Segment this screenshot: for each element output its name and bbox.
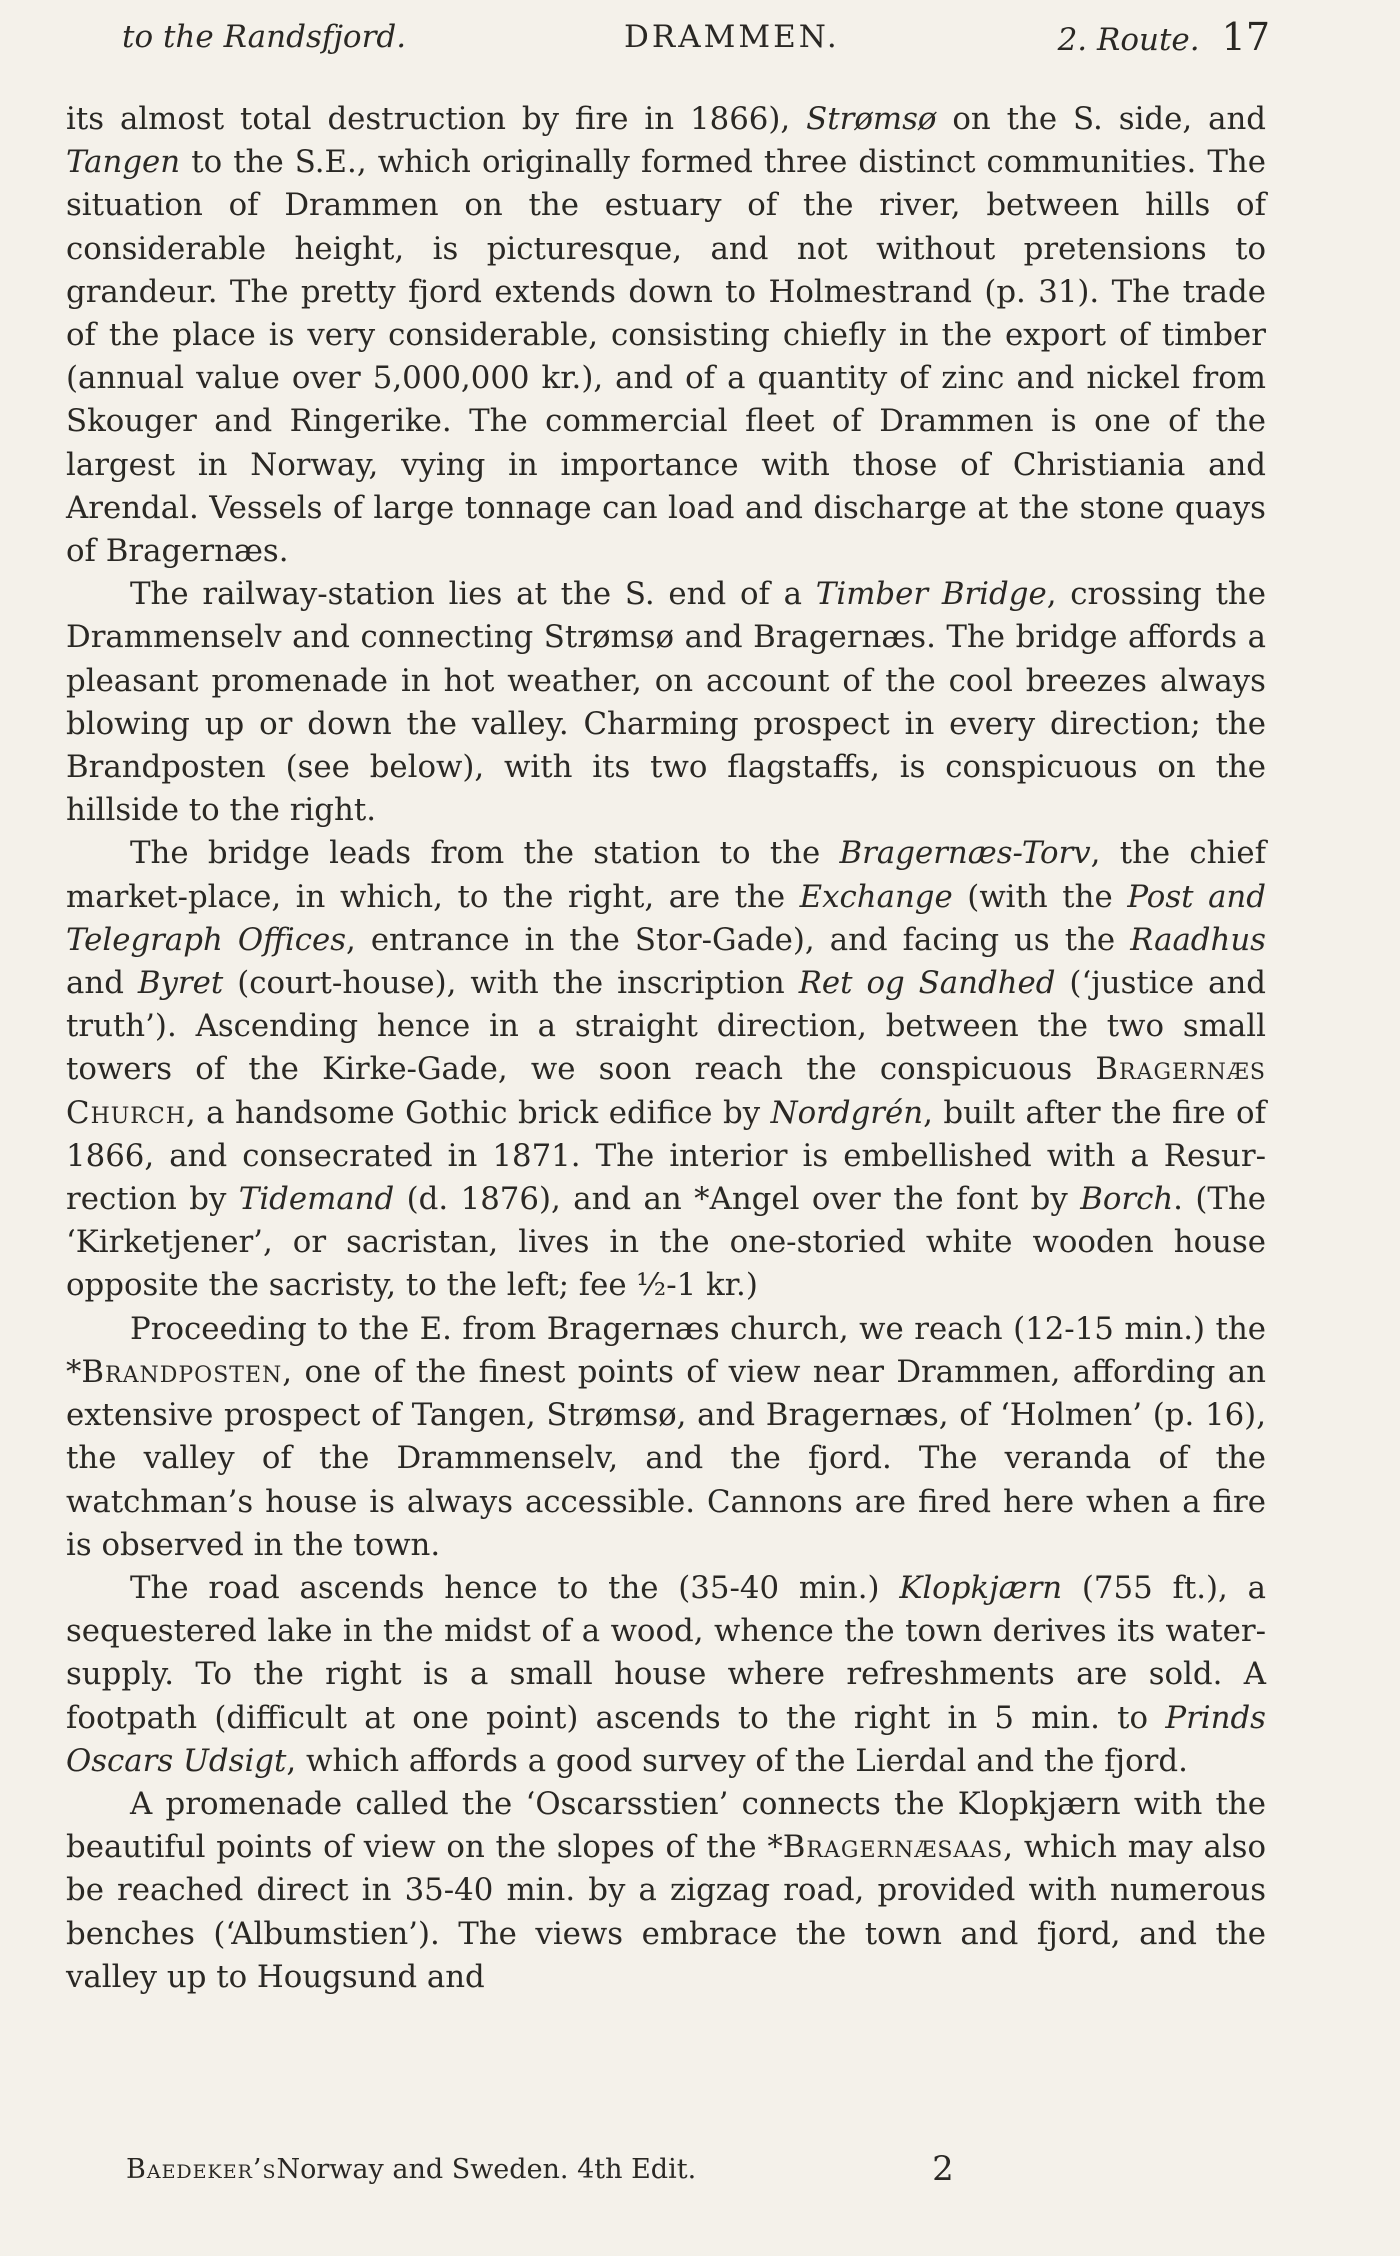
header-right [1058,15,1270,59]
header-left-title: to the Randsfjord. [122,19,407,55]
paragraph-1: its almost total destruction by fire in 1866), Strømsø on the S. side, and Tangen to the S.E., which originally formed three distinct communities. The situation of Drammen on the estuary of the river, between hills of considerable height, is picturesque, and not without pretensions to grandeur. The pretty fjord extends down to Holmestrand (p. 31). The trade of the place is very considerable, consisting chiefly in the export of timber (annual value over 5,000,000 kr.), and of a quantity of zinc and nickel from Skouger and Ringerike. The commercial fleet of Drammen is one of the largest in Norway, vying in importance with those of Christiania and Arendal. Vessels of large tonnage can load and discharge at the stone quays of Bragernæs. [66,101,1266,570]
footer-publisher: Baedeker’s [126,2153,277,2185]
paragraph-5: The road ascends hence to the (35-40 min.) Klopkjærn (755 ft.), a sequestered lake in the midst of a wood, whence the town derives its water-supply. To the right is a small house where refreshments are sold. A footpath (difficult at one point) ascends to the right in 5 min. to Prinds Oscars Udsigt, which affords a good survey of the Lierdal and the fjord. [66,1569,1266,1779]
paragraph-3: The bridge leads from the station to the Bragernæs-Torv, the chief market-place, in which, to the right, are the Exchange (with the Post and Telegraph Offices, entrance in the Stor-Gade), and facing us the Raadhus and Byret (court-house), with the inscription Ret og Sandhed (‘justice and truth’). Ascending hence in a straight direction, between the two small towers of the Kirke-Gade, we soon reach the conspicuous Bragernæs Church, a handsome Gothic brick edifice by Nordgrén, built after the fire of 1866, and consecrated in 1871. The interior is embellished with a Resurrection by Tidemand (d. 1876), and an *Angel over the font by Borch. (The ‘Kirketjener’, or sacristan, lives in the one-storied white wooden house opposite the sacristy, to the left; fee ½-1 kr.) [66,835,1267,1304]
paragraph-6: A promenade called the ‘Oscarsstien’ connects the Klopkjærn with the beautiful points of view on the slopes of the *Bragernæsaas, which may also be reached direct in 35-40 min. by a zigzag road, provided with numerous benches (‘Albumstien’). The views embrace the town and fjord, and the valley up to Hougsund and [66,1785,1267,1995]
paragraph-4: Proceeding to the E. from Bragernæs church, we reach (12-15 min.) the *Brandposten, one of the finest points of view near Drammen, affording an extensive prospect of Tangen, Strømsø, and Bragernæs, of ‘Holmen’ (p. 16), the valley of the Drammenselv, and the fjord. The veranda of the watchman’s house is always accessible. Cannons are fired here when a fire is observed in the town. [66,1310,1266,1563]
page-footer [126,2144,1126,2194]
running-header [122,12,1270,62]
page-number: 17 [1221,15,1270,59]
body-text [66,98,1266,1999]
footer-title: Norway and Sweden. 4th Edit. [276,2153,697,2185]
header-center-title: DRAMMEN. [624,19,840,55]
paragraph-2: The railway-station lies at the S. end of a Timber Bridge, crossing the Drammenselv and connecting Strømsø and Bragernæs. The bridge affords a pleasant promenade in hot weather, on account of the cool breezes always blowing up or down the valley. Charming prospect in every direction; the Brandposten (see below), with its two flagstaffs, is conspicuous on the hillside to the right. [66,576,1266,829]
signature-mark: 2 [932,2149,954,2189]
header-route: 2. Route. [1057,22,1200,58]
